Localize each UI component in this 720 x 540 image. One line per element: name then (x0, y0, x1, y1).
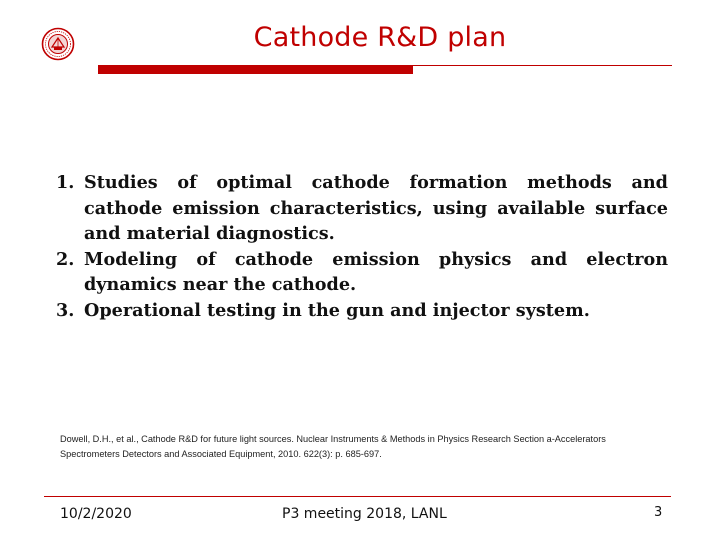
title-rule-thick (98, 66, 413, 74)
list-item (56, 298, 668, 324)
footer-date: 10/2/2020 (60, 506, 132, 522)
list-item (56, 170, 668, 247)
page-number: 3 (654, 505, 663, 520)
list-item-text: Modeling of cathode emission physics and electron dynamics near the cathode. (84, 248, 668, 295)
reference-line: Spectrometers Detectors and Associated Equipment, 2010. 622(3): p. 685-697. (60, 449, 382, 459)
list-item-text: Operational testing in the gun and injector system. (84, 299, 590, 321)
footer-meeting: P3 meeting 2018, LANL (282, 506, 447, 522)
list-item-number: 1. (56, 172, 75, 193)
list-item-text: Studies of optimal cathode formation methods and cathode emission characteristics, using available surface and material diagnostics. (84, 172, 668, 244)
slide-title: Cathode R&D plan (253, 22, 507, 53)
list-item-number: 2. (56, 248, 75, 270)
reference-citation (60, 432, 680, 462)
plan-list (56, 170, 668, 323)
reference-line: Dowell, D.H., et al., Cathode R&D for future light sources. Nuclear Instruments & Methods in Physics Research Section a-Accelerators (60, 434, 606, 444)
footer-rule (44, 496, 671, 497)
list-item (56, 247, 668, 298)
list-item-number: 3. (56, 299, 75, 321)
